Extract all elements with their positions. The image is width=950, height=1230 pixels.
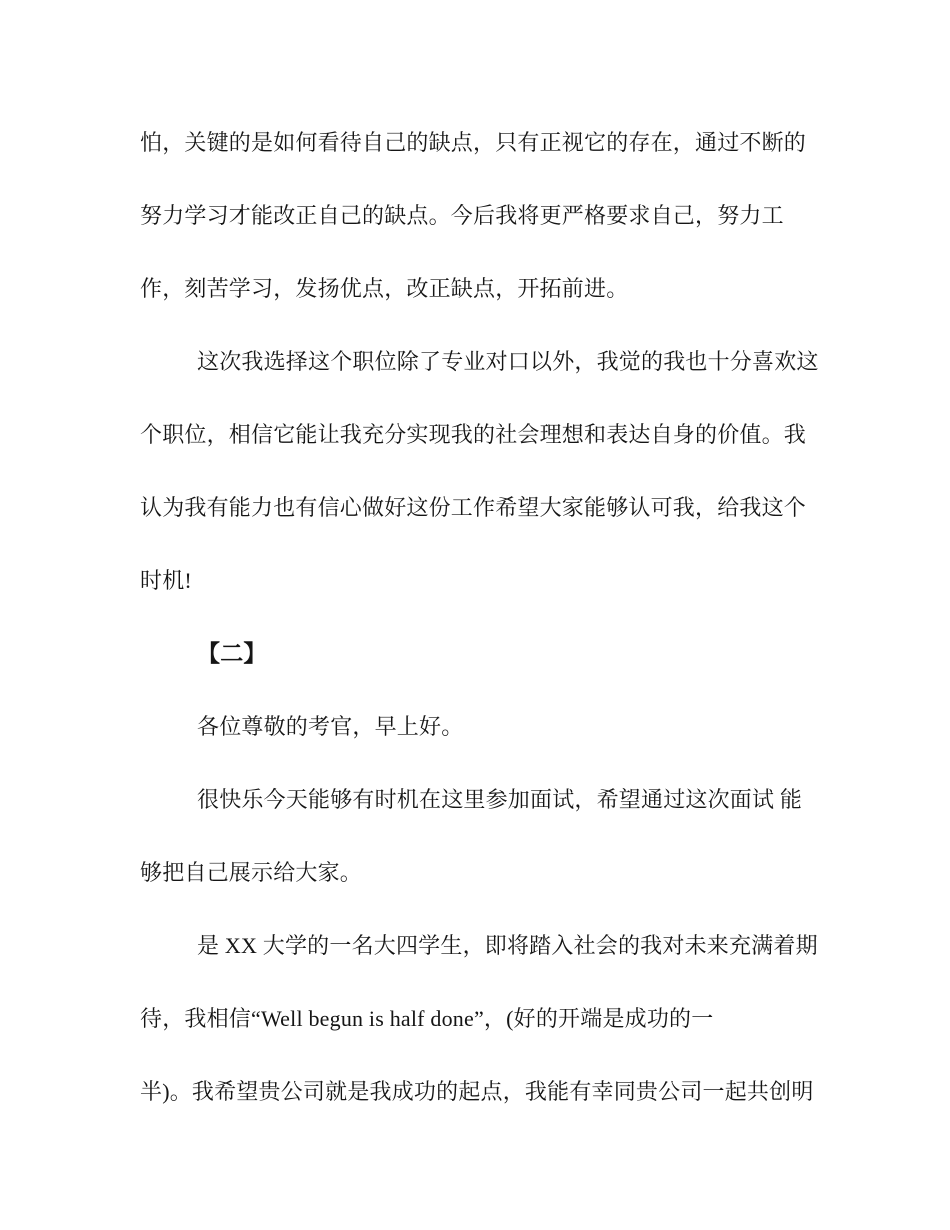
document-body (140, 106, 852, 1128)
text-line: 时机! (140, 567, 192, 593)
text-line: 各位尊敬的考官，早上好。 (197, 713, 464, 739)
text-line: 作，刻苦学习，发扬优点，改正缺点，开拓前进。 (140, 275, 629, 301)
text-line: 是 XX 大学的一名大四学生，即将踏入社会的我对未来充满着期 (197, 932, 818, 958)
text-line: 很快乐今天能够有时机在这里参加面试，希望通过这次面试 能 (197, 786, 803, 812)
text-line: 待，我相信“Well begun is half done”，(好的开端是成功的一 (140, 1005, 714, 1031)
text-line: 怕，关键的是如何看待自己的缺点，只有正视它的存在，通过不断的 (140, 129, 807, 155)
text-line: 够把自己展示给大家。 (140, 859, 363, 885)
text-line: 半)。我希望贵公司就是我成功的起点，我能有幸同贵公司一起共创明 (140, 1078, 814, 1104)
text-line: 努力学习才能改正自己的缺点。今后我将更严格要求自己，努力工 (140, 202, 784, 228)
text-line: 个职位，相信它能让我充分实现我的社会理想和表达自身的价值。我 (140, 421, 807, 447)
text-line: 【二】 (197, 641, 267, 666)
text-line: 认为我有能力也有信心做好这份工作希望大家能够认可我，给我这个 (140, 494, 807, 520)
text-line: 这次我选择这个职位除了专业对口以外，我觉的我也十分喜欢这 (197, 348, 819, 374)
